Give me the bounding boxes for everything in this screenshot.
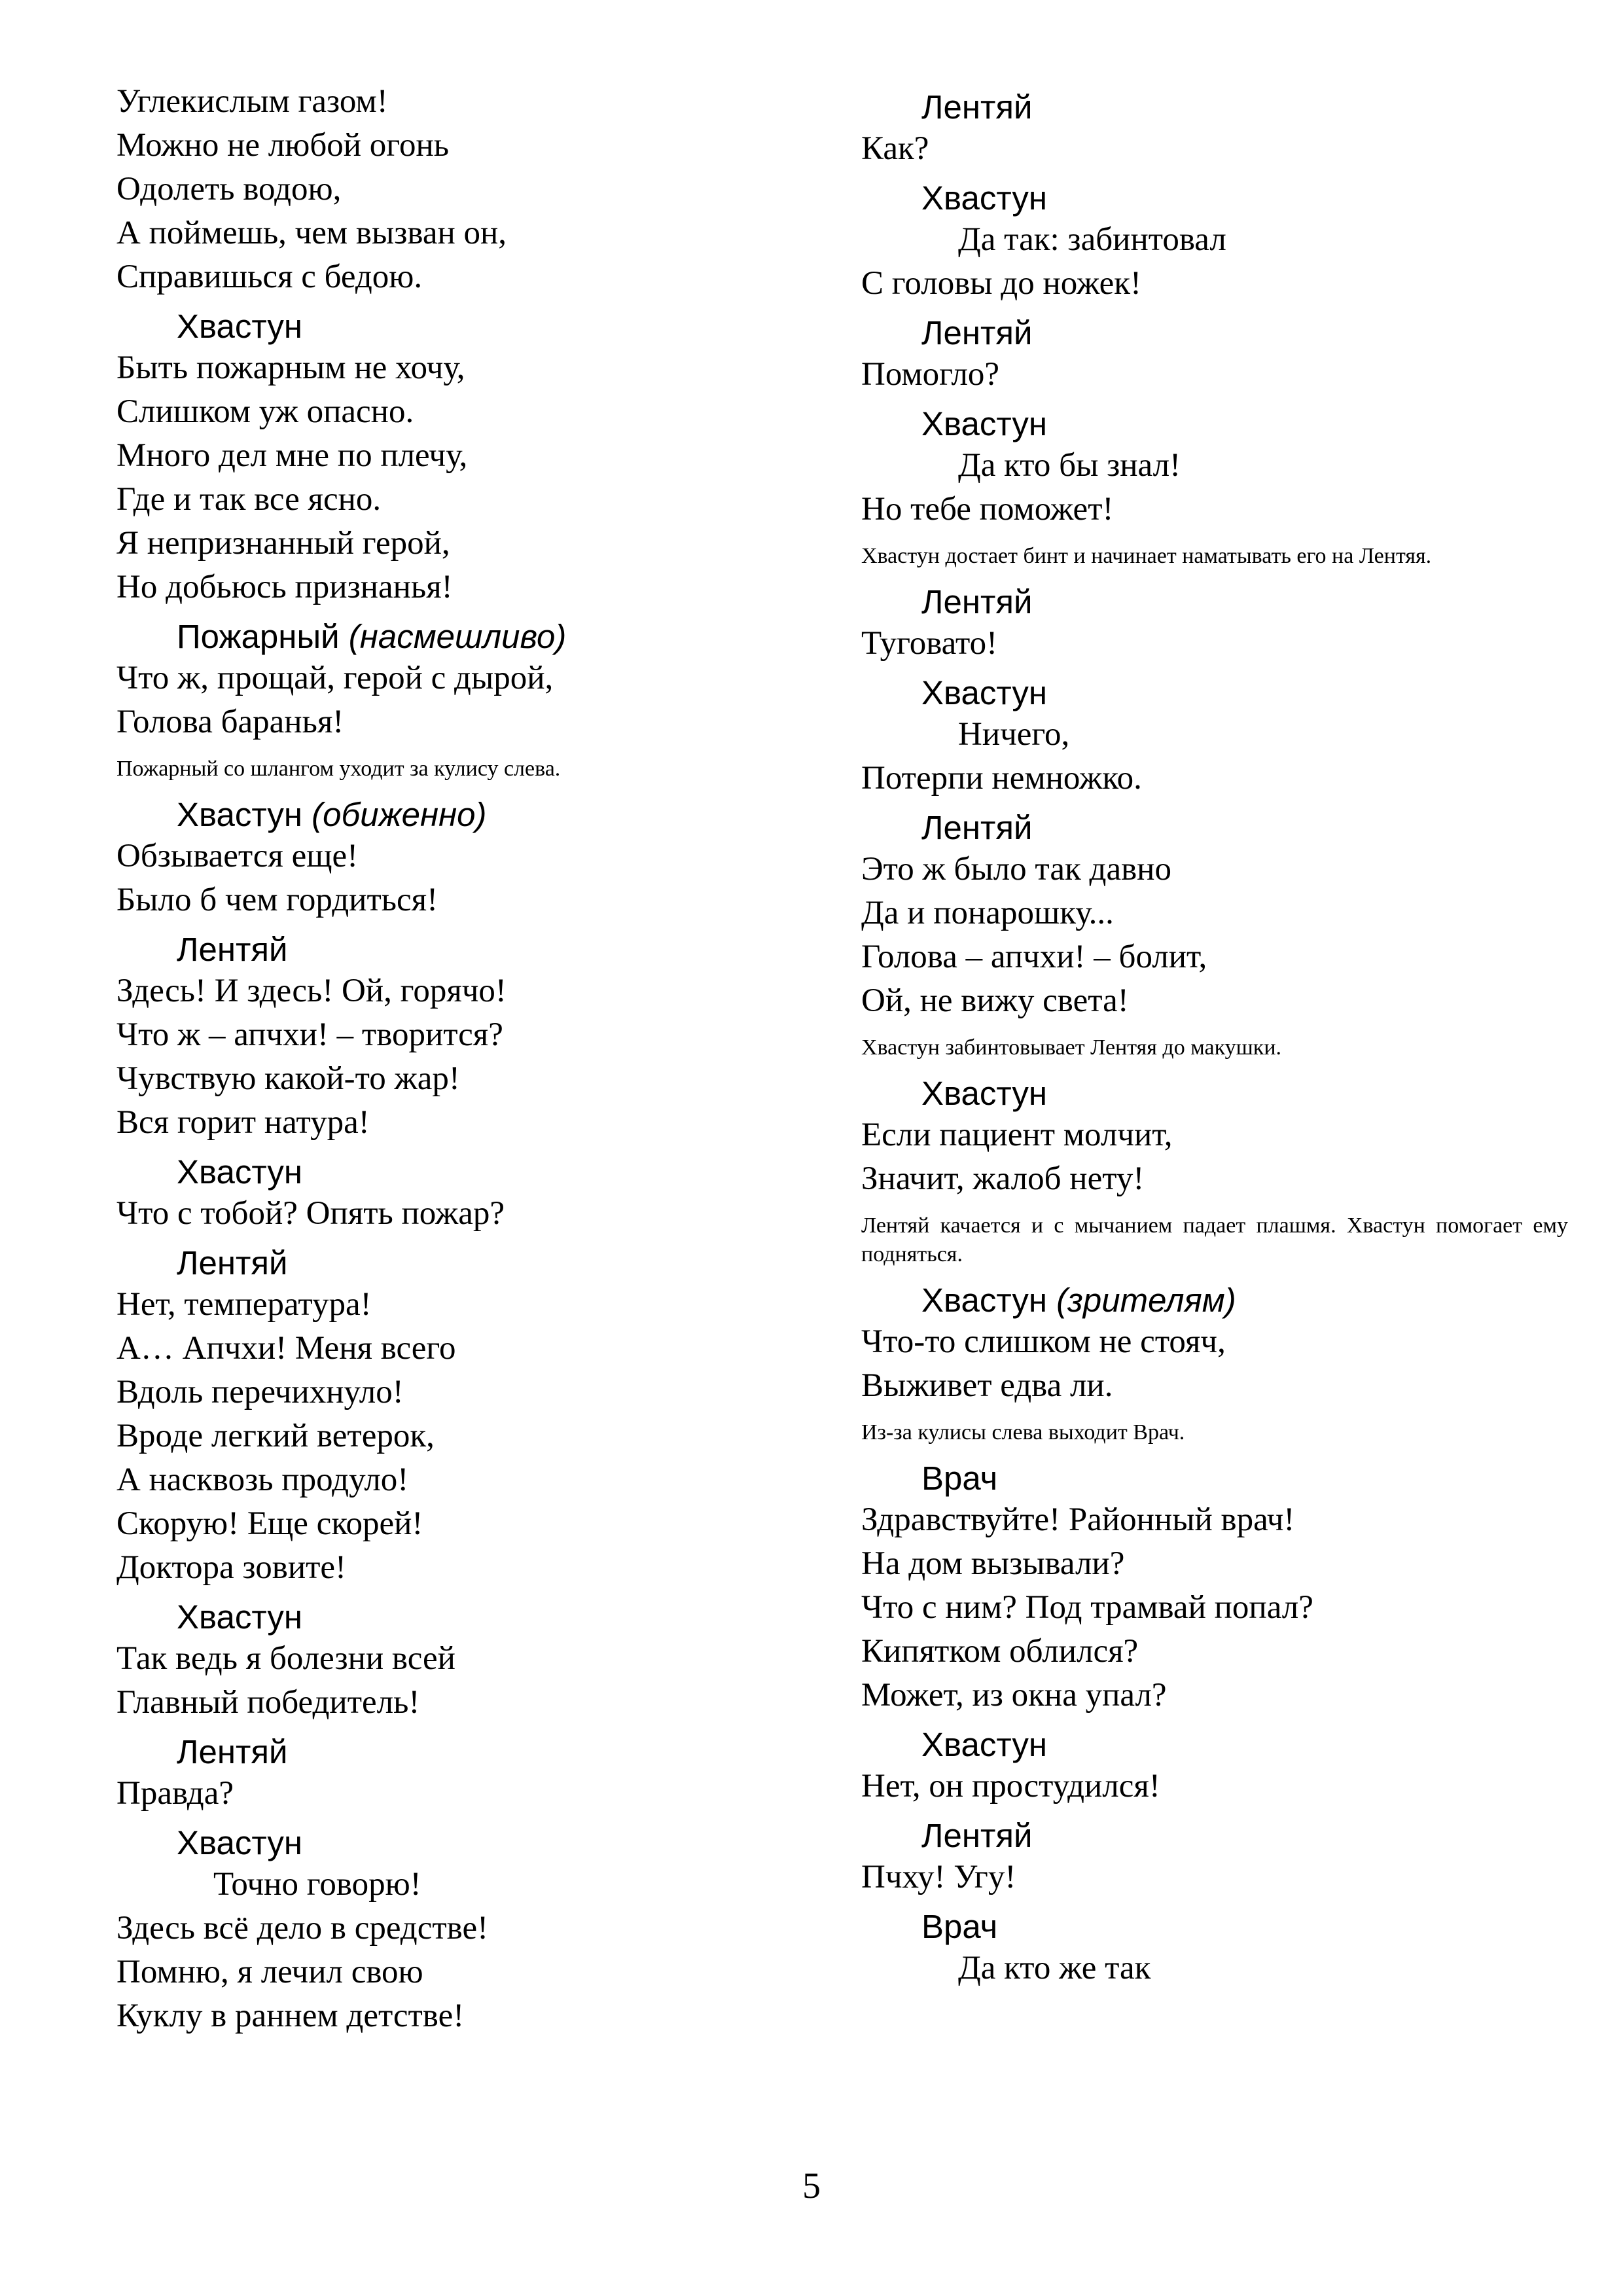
speaker-name (116, 1244, 823, 1283)
verse-line: Кипятком облился? (861, 1633, 1139, 1670)
verse-line: Вроде легкий ветерок, (116, 1418, 435, 1454)
speaker-name (861, 88, 1568, 127)
verse-line: Да так: забинтовал (958, 221, 1226, 258)
verse-line: Ничего, (958, 716, 1070, 753)
verse-line: Было б чем гордиться! (116, 882, 438, 918)
verse-line: Здравствуйте! Районный врач! (861, 1501, 1295, 1538)
stage-direction: Из-за кулисы слева выходит Врач. (861, 1420, 1185, 1444)
speaker-label: Лентяй (921, 583, 1033, 620)
verse-line: Где и так все ясно. (116, 481, 382, 518)
speaker-name (861, 808, 1568, 848)
speaker-name (861, 1459, 1568, 1498)
speaker-name (116, 307, 823, 346)
verse-line: Если пациент молчит, (861, 1117, 1173, 1153)
speaker-label: Врач (921, 1460, 998, 1497)
verse-line: Да кто бы знал! (958, 447, 1181, 484)
verse-line: Но тебе поможет! (861, 491, 1114, 528)
stage-direction: Лентяй качается и с мычанием падает плашмя. Хвастун помогает ему подняться. (861, 1213, 1568, 1266)
speaker-name (861, 673, 1568, 713)
verse-line: Выживет едва ли. (861, 1367, 1113, 1404)
verse-line: Нет, он простудился! (861, 1768, 1160, 1804)
verse-line: Да кто же так (958, 1950, 1151, 1986)
verse-line: Что-то слишком не стояч, (861, 1323, 1226, 1360)
speaker-name (861, 1816, 1568, 1856)
verse-line: Пчху! Угу! (861, 1859, 1016, 1895)
verse-line: Что с ним? Под трамвай попал? (861, 1589, 1313, 1626)
verse-line: Что с тобой? Опять пожар? (116, 1195, 505, 1232)
speaker-name (861, 1074, 1568, 1113)
verse-line: Скорую! Еще скорей! (116, 1505, 423, 1542)
verse-line: Углекислым газом! (116, 83, 388, 120)
verse-line: Что ж, прощай, герой с дырой, (116, 660, 554, 696)
speaker-label: Хвастун (177, 796, 302, 833)
verse-line: Голова баранья! (116, 704, 344, 740)
speaker-label: Пожарный (177, 618, 340, 655)
verse-line: А поймешь, чем вызван он, (116, 215, 507, 251)
speaker-name (116, 1153, 823, 1192)
verse-line: Чувствую какой-то жар! (116, 1060, 460, 1097)
speaker-name (861, 314, 1568, 353)
speaker-label: Хвастун (921, 674, 1047, 711)
speaker-name (116, 1732, 823, 1772)
speaker-name (116, 1598, 823, 1637)
stage-direction: Пожарный со шлангом уходит за кулису слева. (116, 757, 561, 781)
verse-line: Точно говорю! (213, 1866, 421, 1903)
speaker-name (861, 404, 1568, 444)
stage-remark: (обиженно) (312, 796, 487, 833)
speaker-label: Врач (921, 1908, 998, 1945)
speaker-label: Хвастун (177, 1598, 302, 1636)
speaker-label: Лентяй (177, 1733, 288, 1770)
stage-remark: (зрителям) (1056, 1282, 1236, 1319)
verse-line: Доктора зовите! (116, 1549, 347, 1586)
verse-line: Вся горит натура! (116, 1104, 370, 1141)
verse-line: Можно не любой огонь (116, 127, 450, 164)
speaker-name (861, 583, 1568, 622)
speaker-label: Хвастун (921, 179, 1047, 217)
speaker-label: Хвастун (921, 1726, 1047, 1763)
verse-line: Одолеть водою, (116, 171, 342, 207)
verse-line: На дом вызывали? (861, 1545, 1125, 1582)
stage-direction: Хвастун забинтовывает Лентяя до макушки. (861, 1035, 1282, 1060)
verse-line: Здесь! И здесь! Ой, горячо! (116, 973, 507, 1009)
speaker-label: Лентяй (921, 314, 1033, 351)
verse-line: Ой, не вижу света! (861, 982, 1129, 1019)
speaker-label: Хвастун (177, 1824, 302, 1861)
speaker-name (861, 179, 1568, 218)
verse-line: Быть пожарным не хочу, (116, 350, 465, 386)
verse-line: Но добьюсь признанья! (116, 569, 453, 605)
speaker-label: Хвастун (921, 405, 1047, 442)
verse-line: Это ж было так давно (861, 851, 1171, 888)
verse-line: А насквозь продуло! (116, 1462, 409, 1498)
verse-line: Много дел мне по плечу, (116, 437, 468, 474)
verse-line: Как? (861, 130, 929, 167)
speaker-label: Хвастун (921, 1075, 1047, 1112)
speaker-label: Хвастун (177, 1153, 302, 1191)
verse-line: Нет, температура! (116, 1286, 372, 1323)
speaker-name (861, 1725, 1568, 1765)
speaker-name (116, 795, 823, 834)
verse-line: Слишком уж опасно. (116, 393, 414, 430)
speaker-name (116, 930, 823, 969)
speaker-name (116, 617, 823, 656)
speaker-name (861, 1907, 1568, 1946)
speaker-label: Хвастун (177, 308, 302, 345)
verse-line: Что ж – апчхи! – творится? (116, 1016, 503, 1053)
speaker-label: Хвастун (921, 1282, 1047, 1319)
verse-line: Да и понарошку... (861, 895, 1114, 931)
speaker-label: Лентяй (177, 931, 288, 968)
stage-remark: (насмешливо) (348, 618, 567, 655)
verse-line: Обзывается еще! (116, 838, 359, 874)
verse-line: Значит, жалоб нету! (861, 1160, 1145, 1197)
speaker-label: Лентяй (177, 1244, 288, 1282)
verse-line: А… Апчхи! Меня всего (116, 1330, 456, 1367)
speaker-label: Лентяй (921, 88, 1033, 126)
verse-line: Голова – апчхи! – болит, (861, 939, 1207, 975)
verse-line: Здесь всё дело в средстве! (116, 1910, 489, 1946)
verse-line: Так ведь я болезни всей (116, 1640, 455, 1677)
right-column (861, 80, 1568, 1990)
speaker-name (861, 1281, 1568, 1320)
speaker-label: Лентяй (921, 1817, 1033, 1854)
speaker-label: Лентяй (921, 809, 1033, 846)
verse-line: Помню, я лечил свою (116, 1954, 423, 1990)
verse-line: Помогло? (861, 356, 1000, 393)
verse-line: Потерпи немножко. (861, 760, 1142, 797)
verse-line: Куклу в раннем детстве! (116, 1998, 465, 2034)
stage-direction: Хвастун достает бинт и начинает наматывать его на Лентяя. (861, 544, 1432, 568)
verse-line: Справишься с бедою. (116, 259, 423, 295)
page-number: 5 (802, 2166, 821, 2206)
verse-line: Главный победитель! (116, 1684, 420, 1721)
verse-line: С головы до ножек! (861, 265, 1141, 302)
speaker-name (116, 1823, 823, 1863)
left-column (116, 80, 823, 2038)
verse-line: Вдоль перечихнуло! (116, 1374, 404, 1410)
verse-line: Я непризнанный герой, (116, 525, 450, 562)
verse-line: Может, из окна упал? (861, 1677, 1167, 1713)
verse-line: Туговато! (861, 625, 998, 662)
verse-line: Правда? (116, 1775, 234, 1812)
